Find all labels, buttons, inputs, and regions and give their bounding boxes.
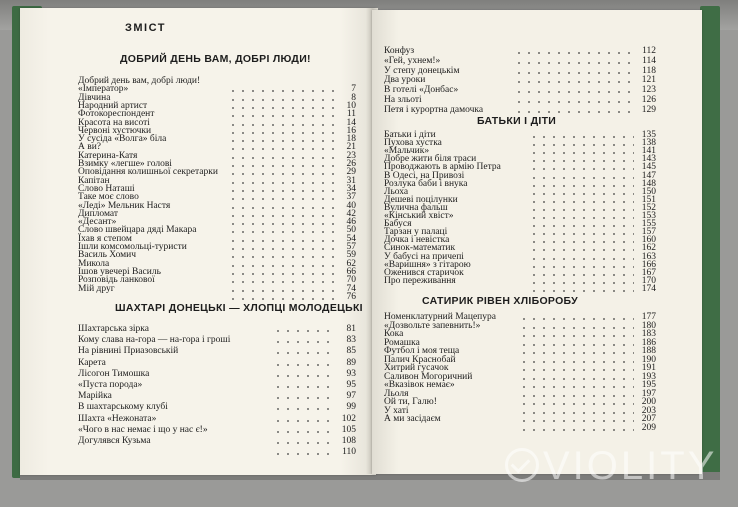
toc-entry-page: 207 <box>641 414 656 424</box>
toc-entry-page: 180 <box>641 320 656 331</box>
toc-entry-page: 112 <box>642 46 656 56</box>
toc-entry <box>78 358 356 368</box>
toc-entry-title: Ішли комсомольці-туристи <box>78 242 187 252</box>
toc-entry-title: Саливон Могоричний <box>384 371 473 382</box>
toc-entry-title: Добрий день вам, добрі люди! <box>78 76 201 86</box>
toc-entry <box>78 380 356 390</box>
toc-entry <box>384 56 656 66</box>
toc-entry-title: Бабуся <box>384 219 412 230</box>
toc-entry-title: Синок-математик <box>384 243 456 254</box>
section-title-4: САТИРИК РІВЕН ХЛІБОРОБУ <box>422 295 578 307</box>
toc-entry-page: 102 <box>341 413 356 424</box>
toc-entry-title: «Десант» <box>78 217 117 228</box>
toc-entry-page: 59 <box>346 250 356 261</box>
toc-entry <box>78 436 356 446</box>
toc-entry-title: В готелі «Донбас» <box>384 85 459 96</box>
toc-entry-title: Дочка і невістка <box>384 235 450 246</box>
toc-entry <box>384 75 656 85</box>
toc-entry-title: Про переживання <box>384 275 456 286</box>
toc-entry-title: Оженився старичок <box>384 267 464 278</box>
toc-entry-page: 143 <box>641 154 656 165</box>
toc-entry-page: 42 <box>346 208 356 219</box>
toc-entry-title: «Леді» Мельник Настя <box>78 200 171 211</box>
toc-entry-page: 74 <box>346 283 356 294</box>
leader-dots <box>228 292 334 302</box>
toc-entry-page: 34 <box>346 183 356 194</box>
leader-dots <box>273 324 334 334</box>
toc-entry <box>78 369 356 379</box>
toc-entry-title: Футбол і моя теща <box>384 346 460 356</box>
toc-entry-title: Конфуз <box>384 46 415 56</box>
toc-entry-page: 21 <box>346 142 356 153</box>
toc-entry-title: Пухова хустка <box>384 138 442 149</box>
toc-entry-page: 183 <box>641 329 656 339</box>
toc-entry-page: 147 <box>641 170 656 181</box>
toc-entry-title: Вулична фальш <box>384 202 448 213</box>
leader-dots <box>519 423 634 433</box>
book-cover-right <box>700 6 720 476</box>
leader-dots <box>273 391 334 401</box>
leader-dots <box>273 425 334 435</box>
toc-entry-page: 40 <box>346 200 356 211</box>
toc-entry-title: А ви? <box>78 142 102 153</box>
toc-entry-page: 166 <box>641 259 656 270</box>
toc-entry <box>78 324 356 334</box>
toc-entry-title: Капітан <box>78 175 110 186</box>
leader-dots <box>273 335 334 345</box>
leader-dots <box>273 369 334 379</box>
toc-entry-page: 76 <box>346 291 356 302</box>
toc-entry-page: 118 <box>642 65 656 76</box>
toc-entry-title: Ішов увечері Василь <box>78 266 161 277</box>
left-page <box>20 8 376 475</box>
toc-entry-page: 50 <box>346 225 356 236</box>
toc-entry-page: 7 <box>351 84 356 95</box>
leader-dots <box>273 447 334 457</box>
toc-entry-title: Тарзан у палаці <box>384 227 448 238</box>
toc-entry-page: 123 <box>641 85 656 96</box>
toc-entry-title: Народний артист <box>78 100 148 111</box>
toc-entry-page: 186 <box>641 337 656 348</box>
toc-entry-page: 162 <box>641 243 656 254</box>
toc-entry-title: «Вказівок немає» <box>384 380 455 390</box>
toc-entry-title: Догулявся Кузьма <box>78 436 151 446</box>
toc-entry-page: 16 <box>346 125 356 136</box>
toc-entry-title: «Варишня» з гітарою <box>384 259 471 270</box>
leader-dots <box>514 46 634 56</box>
toc-entry-page: 81 <box>346 324 356 334</box>
toc-entry-title: У бабусі на причепі <box>384 251 464 262</box>
toc-entry <box>78 391 356 401</box>
toc-entry <box>78 402 356 412</box>
toc-entry <box>78 292 356 302</box>
leader-dots <box>529 284 634 294</box>
toc-entry-page: 167 <box>641 267 656 278</box>
section-title-2: ШАХТАРІ ДОНЕЦЬКІ — ХЛОПЦІ МОЛОДЕЦЬКІ <box>115 302 363 314</box>
leader-dots <box>514 75 634 85</box>
toc-entry-title: Взимку «легше» голові <box>78 159 172 169</box>
toc-entry-title: Дешеві поцілунки <box>384 194 458 205</box>
toc-entry-page: 191 <box>641 363 656 373</box>
toc-entry-title: У хаті <box>384 405 409 416</box>
toc-entry-title: Карета <box>78 357 106 368</box>
toc-entry-title: «Дозвольте запевнить!» <box>384 320 481 331</box>
toc-entry-page: 23 <box>346 150 356 161</box>
toc-entry-title: Льоля <box>384 388 409 399</box>
toc-entry-page: 160 <box>641 235 656 246</box>
toc-entry-title: Лісогон Тимошка <box>78 368 150 379</box>
toc-entry-page: 26 <box>346 159 356 169</box>
toc-entry-page: 54 <box>346 233 356 244</box>
toc-entry-page: 37 <box>346 192 356 203</box>
toc-entry <box>78 335 356 345</box>
toc-entry-page: 152 <box>641 202 656 213</box>
toc-entry <box>384 105 656 115</box>
toc-entry-page: 200 <box>641 397 656 407</box>
toc-entry-page: 163 <box>641 251 656 262</box>
toc-entry <box>78 447 356 457</box>
toc-entry-title: Шахта «Нежоната» <box>78 413 157 424</box>
toc-entry-page: 10 <box>346 100 356 111</box>
toc-entry-title: Розлука баби і внука <box>384 178 468 189</box>
toc-entry-page: 62 <box>346 258 356 269</box>
toc-entry-page: 195 <box>641 380 656 390</box>
toc-entry-title: Льоха <box>384 186 409 197</box>
leader-dots <box>514 105 634 115</box>
toc-entry-page: 108 <box>341 436 356 446</box>
toc-entry-page: 153 <box>641 211 656 221</box>
toc-entry-title: Шахтарська зірка <box>78 324 149 334</box>
section-title-1: ДОБРИЙ ДЕНЬ ВАМ, ДОБРІ ЛЮДИ! <box>120 53 311 65</box>
toc-entry-title: «Гей, ухнем!» <box>384 55 441 66</box>
toc-entry-title: Хитрий гусачок <box>384 363 449 373</box>
toc-entry-title: Фотокореспондент <box>78 109 155 120</box>
toc-entry-page: 31 <box>346 175 356 186</box>
toc-entry-title: Кока <box>384 329 404 339</box>
toc-entry-title: Дівчина <box>78 92 111 103</box>
toc-entry-page: 46 <box>346 217 356 228</box>
toc-entry-title: Катерина-Катя <box>78 150 138 161</box>
toc-entry-page: 70 <box>346 275 356 286</box>
toc-entry-page: 170 <box>641 275 656 286</box>
toc-entry-page: 197 <box>641 388 656 399</box>
toc-entry-title: На рівнині Приазовській <box>78 346 179 357</box>
toc-entry-page: 105 <box>341 424 356 435</box>
toc-entry-page: 209 <box>641 422 656 433</box>
leader-dots <box>273 358 334 368</box>
toc-entry-title: Марійка <box>78 391 112 402</box>
toc-entry-title: Палич Краснобай <box>384 354 456 365</box>
toc-entry-page: 177 <box>641 312 656 322</box>
toc-entry-title: А ми засідаєм <box>384 414 441 424</box>
toc-entry <box>78 425 356 435</box>
toc-entry-title: Ромашка <box>384 337 420 348</box>
toc-entry-title: «Чого в нас немає і що у нас є!» <box>78 424 208 435</box>
toc-entry-page: 129 <box>641 104 656 115</box>
toc-entry-title: «Пуста порода» <box>78 380 143 390</box>
section-title-3: БАТЬКИ І ДІТИ <box>477 115 557 127</box>
toc-entry-title: Мій друг <box>78 283 115 294</box>
toc-entry-page: 29 <box>346 167 356 178</box>
toc-entry-page: 8 <box>351 92 356 103</box>
toc-entry-title: Красота на висоті <box>78 117 150 128</box>
toc-entry-page: 203 <box>641 405 656 416</box>
toc-entry-page: 155 <box>641 219 656 230</box>
checkmark-circle-icon <box>505 448 539 482</box>
toc-entry-page: 114 <box>642 55 656 66</box>
toc-entry-page: 150 <box>641 186 656 197</box>
toc-entry-page: 93 <box>346 368 356 379</box>
toc-entry-title: Ой ти, Галю! <box>384 397 437 407</box>
leader-dots <box>514 56 634 66</box>
toc-entry-page: 141 <box>641 146 656 157</box>
toc-entry-page: 99 <box>346 402 356 413</box>
toc-entry-title: Слово Наташі <box>78 183 135 194</box>
toc-entry-page: 148 <box>641 178 656 189</box>
toc-entry-title: У сусіда «Волга» біла <box>78 134 167 145</box>
leader-dots <box>273 402 334 412</box>
toc-entry-title: Червоні хустючки <box>78 125 152 136</box>
leader-dots <box>273 436 334 446</box>
right-page <box>372 10 702 474</box>
toc-entry-title: Батьки і діти <box>384 130 436 140</box>
toc-entry-page: 95 <box>346 380 356 390</box>
watermark-text: VIOLITY <box>543 444 718 488</box>
toc-entry-page: 138 <box>641 138 656 149</box>
toc-entry <box>78 346 356 356</box>
toc-entry-page: 157 <box>641 227 656 238</box>
leader-dots <box>273 414 334 424</box>
toc-entry-title: Василь Хомич <box>78 250 137 261</box>
toc-entry-title: Слово швейцара дяді Макара <box>78 225 197 236</box>
toc-entry-title: Кому слава на-гора — на-гора і гроші <box>78 335 231 346</box>
toc-entry-title: Дипломат <box>78 208 119 219</box>
toc-entry-page: 126 <box>641 95 656 105</box>
toc-entry-page: 110 <box>342 447 356 458</box>
toc-entry-title: Проводжають в армію Петра <box>384 162 501 173</box>
toc-entry-title: На зльоті <box>384 95 422 105</box>
toc-entry-page: 121 <box>641 75 656 86</box>
leader-dots <box>514 66 634 76</box>
leader-dots <box>514 95 634 105</box>
toc-entry <box>384 284 656 294</box>
watermark <box>505 444 717 489</box>
toc-entry-title: Оповідання колишньої секретарки <box>78 167 218 178</box>
toc-entry-title: «Кінський хвіст» <box>384 211 454 221</box>
toc-entry-page: 190 <box>641 354 656 365</box>
toc-entry <box>384 423 656 433</box>
toc-entry-title: У степу донецькім <box>384 65 460 76</box>
toc-entry-title: Таке моє слово <box>78 192 139 203</box>
toc-entry-title: В Одесі, на Привозі <box>384 170 465 181</box>
leader-dots <box>273 380 334 390</box>
toc-entry-page: 14 <box>346 117 356 128</box>
toc-entry-page: 174 <box>641 283 656 294</box>
toc-entry <box>384 95 656 105</box>
toc-entry-title: В шахтарському клубі <box>78 402 168 413</box>
toc-entry-page: 145 <box>641 162 656 173</box>
toc-entry <box>78 414 356 424</box>
toc-entry-title: «Імператор» <box>78 84 129 95</box>
toc-entry-page: 151 <box>641 194 656 205</box>
toc-entry-page: 193 <box>641 371 656 382</box>
toc-entry-page: 85 <box>346 346 356 357</box>
toc-entry-page: 11 <box>346 109 356 120</box>
toc-entry-title: Номенклатурний Мацепура <box>384 312 496 322</box>
toc-entry-page: 89 <box>346 357 356 368</box>
toc-entry-title: Петя і курортна дамочка <box>384 104 484 115</box>
leader-dots <box>514 85 634 95</box>
toc-entry <box>384 46 656 56</box>
toc-entry-page: 188 <box>641 346 656 356</box>
toc-entry-title: Їхав я степом <box>78 233 132 244</box>
toc-entry-title: «Мальчик» <box>384 146 430 157</box>
toc-entry-title: Добре жити біля траси <box>384 154 477 165</box>
leader-dots <box>273 346 334 356</box>
toc-entry-page: 135 <box>641 130 656 140</box>
toc-entry <box>384 66 656 76</box>
toc-entry-page: 83 <box>346 335 356 346</box>
toc-entry-page: 97 <box>346 391 356 402</box>
toc-entry-page: 18 <box>346 134 356 145</box>
toc-entry-title: Два уроки <box>384 75 426 86</box>
toc-entry-title: Микола <box>78 258 110 269</box>
toc-entry <box>384 85 656 95</box>
contents-heading: ЗМІСТ <box>125 22 166 34</box>
toc-entry-page: 66 <box>346 266 356 277</box>
toc-entry-title: Розповідь ланкової <box>78 275 155 286</box>
toc-entry-page: 57 <box>346 242 356 252</box>
